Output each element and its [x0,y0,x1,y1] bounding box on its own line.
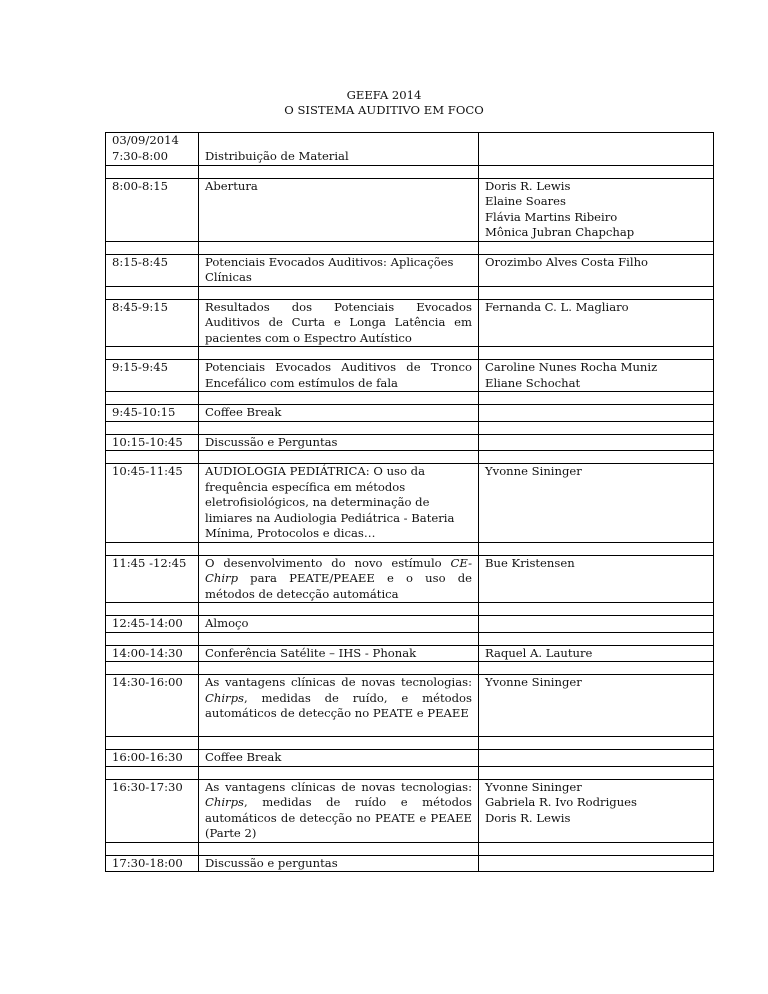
schedule-row [106,675,714,737]
schedule-row [106,405,714,422]
speaker-cell: Bue Kristensen [479,555,714,603]
activity-cell: As vantagens clínicas de novas tecnologias: Chirps, medidas de ruído e métodos automáticos de detecção no PEATE e PEAEE (Parte 2) [199,779,479,842]
speaker-cell: Yvonne Sininger Gabriela R. Ivo Rodrigues Doris R. Lewis [479,779,714,842]
time-cell: 9:45-10:15 [106,405,199,422]
speaker-cell: Doris R. Lewis Elaine Soares Flávia Martins Ribeiro Mônica Jubran Chapchap [479,178,714,241]
schedule-table [105,132,714,872]
time-cell: 10:15-10:45 [106,434,199,451]
speaker-cell [479,750,714,767]
schedule-row [106,178,714,241]
speaker-cell: Caroline Nunes Rocha Muniz Eliane Schochat [479,360,714,392]
schedule-row [106,299,714,347]
schedule-row [106,855,714,872]
schedule-row [106,133,714,166]
activity-cell: Discussão e Perguntas [199,434,479,451]
time-cell: 17:30-18:00 [106,855,199,872]
time-cell: 9:15-9:45 [106,360,199,392]
time-cell: 10:45-11:45 [106,464,199,543]
activity-cell: O desenvolvimento do novo estímulo CE-Chirp para PEATE/PEAEE e o uso de métodos de detecção automática [199,555,479,603]
schedule-row [106,645,714,662]
speaker-cell [479,434,714,451]
time-cell: 11:45 -12:45 [106,555,199,603]
schedule-row [106,464,714,543]
speaker-cell: Yvonne Sininger [479,464,714,543]
schedule-row [106,555,714,603]
time-cell: 8:00-8:15 [106,178,199,241]
speaker-cell: Raquel A. Lauture [479,645,714,662]
speaker-cell [479,616,714,633]
activity-cell: Coffee Break [199,405,479,422]
activity-cell: Potenciais Evocados Auditivos de Tronco Encefálico com estímulos de fala [199,360,479,392]
activity-cell: Abertura [199,178,479,241]
activity-cell: Distribuição de Material [199,133,479,166]
time-cell: 03/09/2014 7:30-8:00 [106,133,199,166]
speaker-cell [479,133,714,166]
activity-cell: Conferência Satélite – IHS - Phonak [199,645,479,662]
time-cell: 14:00-14:30 [106,645,199,662]
time-cell: 12:45-14:00 [106,616,199,633]
activity-cell: Potenciais Evocados Auditivos: Aplicações Clínicas [199,254,479,286]
schedule-row [106,360,714,392]
time-cell: 16:30-17:30 [106,779,199,842]
document-title: GEEFA 2014 [346,88,422,102]
activity-cell: Discussão e perguntas [199,855,479,872]
activity-cell: AUDIOLOGIA PEDIÁTRICA: O uso da frequência específica em métodos eletrofisiológicos, na determinação de limiares na Audiologia Pediátrica - Bateria Mínima, Protocolos e dicas… [199,464,479,543]
schedule-row [106,616,714,633]
speaker-cell: Fernanda C. L. Magliaro [479,299,714,347]
schedule-row [106,779,714,842]
speaker-cell: Yvonne Sininger [479,675,714,737]
speaker-cell [479,405,714,422]
schedule-row [106,254,714,286]
speaker-cell: Orozimbo Alves Costa Filho [479,254,714,286]
activity-cell: As vantagens clínicas de novas tecnologias: Chirps, medidas de ruído, e métodos automáticos de detecção no PEATE e PEAEE [199,675,479,737]
time-cell: 8:45-9:15 [106,299,199,347]
activity-cell: Almoço [199,616,479,633]
document-subtitle: O SISTEMA AUDITIVO EM FOCO [284,103,484,117]
activity-cell: Resultados dos Potenciais Evocados Auditivos de Curta e Longa Latência em pacientes com o Espectro Autístico [199,299,479,347]
time-cell: 14:30-16:00 [106,675,199,737]
time-cell: 8:15-8:45 [106,254,199,286]
time-cell: 16:00-16:30 [106,750,199,767]
activity-cell: Coffee Break [199,750,479,767]
schedule-row [106,434,714,451]
speaker-cell [479,855,714,872]
schedule-row [106,750,714,767]
